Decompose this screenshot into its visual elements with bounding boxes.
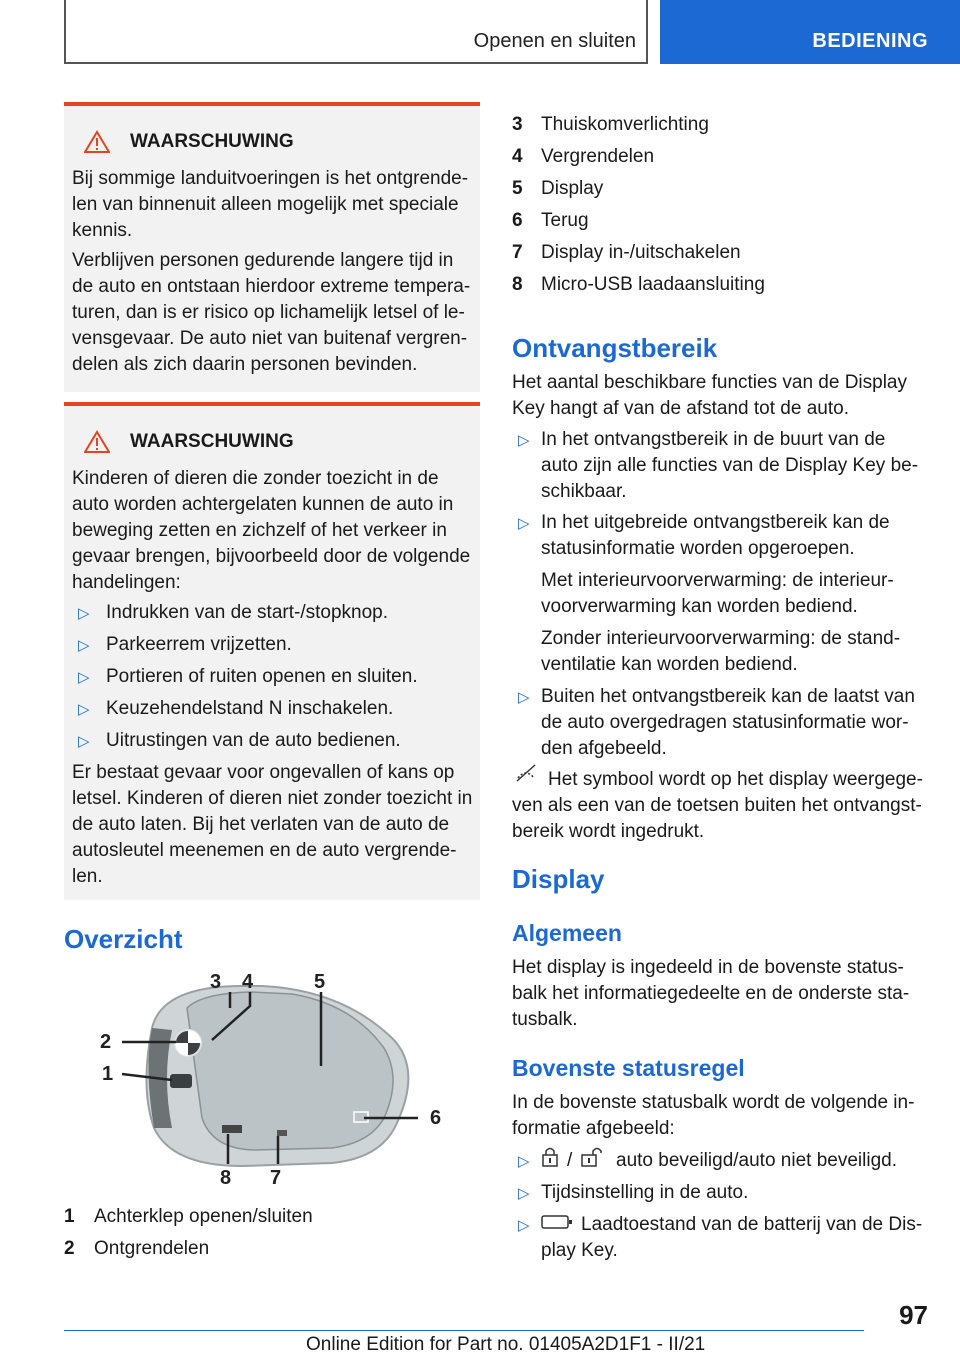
chapter-tab-label: BEDIENING [812, 30, 928, 52]
bullet-text: Zonder interieurvoorverwarming: de stand- [541, 628, 901, 649]
text-line: Bij sommige landuitvoeringen is het ontgrende- [72, 168, 469, 189]
item-label: Thuiskomverlichting [541, 114, 709, 135]
display-key-illustration [92, 968, 452, 1194]
text-line: delen als zich daarin personen bevinden. [72, 354, 418, 375]
warning-title: WAARSCHUWING [130, 131, 294, 152]
bullet-text: de auto overgedragen statusinformatie wor- [541, 712, 909, 733]
item-number: 1 [64, 1206, 75, 1227]
bullet-icon: ▷ [78, 669, 90, 686]
text-line: Het symbool wordt op het display weergege- [548, 769, 923, 790]
page-number: 97 [899, 1300, 928, 1330]
general-heading: Algemeen [512, 920, 622, 946]
item-label: Display in-/uitschakelen [541, 242, 741, 263]
text-line: Het aantal beschikbare functies van de Display [512, 372, 908, 393]
lock-closed-icon [541, 1146, 559, 1168]
text-line: de auto en ontstaan hierdoor extreme tempera- [72, 276, 471, 297]
bullet-text: voorverwarming kan worden bediend. [541, 596, 858, 617]
item-label: Micro-USB laadaansluiting [541, 274, 765, 295]
bullet-text: schikbaar. [541, 481, 627, 502]
text-line: Het display is ingedeeld in de bovenste status- [512, 957, 904, 978]
item-number: 4 [512, 146, 523, 167]
battery-icon [541, 1214, 573, 1230]
callout-label: 8 [220, 1167, 232, 1189]
callout-label: 5 [314, 971, 326, 993]
text-line: len. [72, 866, 103, 887]
bullet-icon: ▷ [78, 701, 90, 718]
warning-box-2 [64, 402, 480, 900]
bullet-icon: ▷ [518, 515, 530, 532]
section-title: Openen en sluiten [473, 30, 636, 52]
bullet-text: auto beveiligd/auto niet beveiligd. [616, 1150, 897, 1171]
bullet-text: Tijdsinstelling in de auto. [541, 1182, 749, 1203]
overview-heading: Overzicht [64, 924, 183, 954]
item-label: Ontgrendelen [94, 1238, 210, 1259]
text-line: turen, dan is er risico op lichamelijk letsel of le- [72, 302, 465, 323]
bullet-text: play Key. [541, 1240, 618, 1261]
bullet-icon: ▷ [78, 733, 90, 750]
range-heading: Ontvangstbereik [512, 333, 718, 363]
item-number: 8 [512, 274, 523, 295]
item-number: 3 [512, 114, 523, 135]
text-line: balk het informatiegedeelte en de onderste sta- [512, 983, 910, 1004]
bullet-icon: ▷ [518, 1185, 530, 1202]
text-line: Kinderen of dieren die zonder toezicht in de [72, 468, 439, 489]
bullet-text: Met interieurvoorverwarming: de interieur- [541, 570, 894, 591]
item-label: Achterklep openen/sluiten [94, 1206, 313, 1227]
callout-label: 4 [242, 971, 254, 993]
bullet-text: den afgebeeld. [541, 738, 667, 759]
bullet-icon: ▷ [518, 432, 530, 449]
warning-box-1 [64, 102, 480, 392]
warning-title: WAARSCHUWING [130, 431, 294, 452]
bullet-text: Uitrustingen van de auto bedienen. [106, 730, 401, 751]
bullet-text: Keuzehendelstand N inschakelen. [106, 698, 394, 719]
bullet-text: In het ontvangstbereik in de buurt van de [541, 429, 886, 450]
footer-rule [64, 1330, 864, 1331]
bullet-text: auto zijn alle functies van de Display Key be- [541, 455, 919, 476]
display-heading: Display [512, 864, 605, 894]
text-line: gevaar brengen, bijvoorbeeld door de volgende [72, 546, 471, 567]
bullet-text: Parkeerrem vrijzetten. [106, 634, 292, 655]
bullet-icon: ▷ [518, 1153, 530, 1170]
item-number: 5 [512, 178, 523, 199]
bullet-text: Indrukken van de start-/stopknop. [106, 602, 388, 623]
tailgate-button [170, 1074, 192, 1088]
bullet-icon: ▷ [78, 637, 90, 654]
statusbar-heading: Bovenste statusregel [512, 1055, 745, 1081]
icon-separator: / [567, 1150, 573, 1171]
text-line: formatie afgebeeld: [512, 1118, 675, 1139]
text-line: len van binnenuit alleen mogelijk met speciale [72, 194, 459, 215]
callout-label: 1 [102, 1063, 114, 1085]
chapter-tab[interactable] [660, 0, 960, 64]
text-line: ven als een van de toetsen buiten het ontvangst- [512, 795, 922, 816]
warning-icon [84, 430, 110, 454]
item-label: Terug [541, 210, 589, 231]
bullet-text: Buiten het ontvangstbereik kan de laatst van [541, 686, 915, 707]
edition-text: Online Edition for Part no. 01405A2D1F1 - II/21 [306, 1334, 706, 1355]
text-line: beweging zetten en zichzelf of het verkeer in [72, 520, 447, 541]
text-line: Key hangt af van de afstand tot de auto. [512, 398, 849, 419]
bullet-text: Portieren of ruiten openen en sluiten. [106, 666, 418, 687]
warning-icon [84, 130, 110, 154]
item-number: 2 [64, 1238, 75, 1259]
text-line: Verblijven personen gedurende langere tijd in [72, 250, 454, 271]
display-switch [277, 1130, 287, 1136]
callout-label: 2 [100, 1031, 112, 1053]
callout-label: 3 [210, 971, 222, 993]
text-line: letsel. Kinderen of dieren niet zonder toezicht in [72, 788, 473, 809]
callout-label: 7 [270, 1167, 282, 1189]
text-line: autosleutel meenemen en de auto vergrende- [72, 840, 457, 861]
bullet-icon: ▷ [518, 689, 530, 706]
text-line: kennis. [72, 220, 133, 241]
text-line: bereik wordt ingedrukt. [512, 821, 705, 842]
bullet-text: In het uitgebreide ontvangstbereik kan de [541, 512, 890, 533]
text-line: In de bovenste statusbalk wordt de volgende in- [512, 1092, 915, 1113]
text-line: handelingen: [72, 572, 181, 593]
item-label: Vergrendelen [541, 146, 655, 167]
text-line: tusbalk. [512, 1009, 578, 1030]
text-line: Er bestaat gevaar voor ongevallen of kans op [72, 762, 455, 783]
bullet-icon: ▷ [78, 605, 90, 622]
usb-port [222, 1125, 242, 1133]
bullet-icon: ▷ [518, 1217, 530, 1234]
text-line: de auto laten. Bij het verlaten van de auto de [72, 814, 450, 835]
bullet-text: statusinformatie worden opgeroepen. [541, 538, 855, 559]
lock-open-icon [580, 1146, 608, 1168]
text-line: auto worden achtergelaten kunnen de auto in [72, 494, 454, 515]
no-signal-icon [514, 764, 538, 782]
item-label: Display [541, 178, 604, 199]
item-number: 6 [512, 210, 523, 231]
item-number: 7 [512, 242, 523, 263]
bullet-text: ventilatie kan worden bediend. [541, 654, 798, 675]
bullet-text: Laadtoestand van de batterij van de Dis- [581, 1214, 923, 1235]
callout-label: 6 [430, 1107, 442, 1129]
text-line: vensgevaar. De auto niet van buitenaf vergren- [72, 328, 468, 349]
